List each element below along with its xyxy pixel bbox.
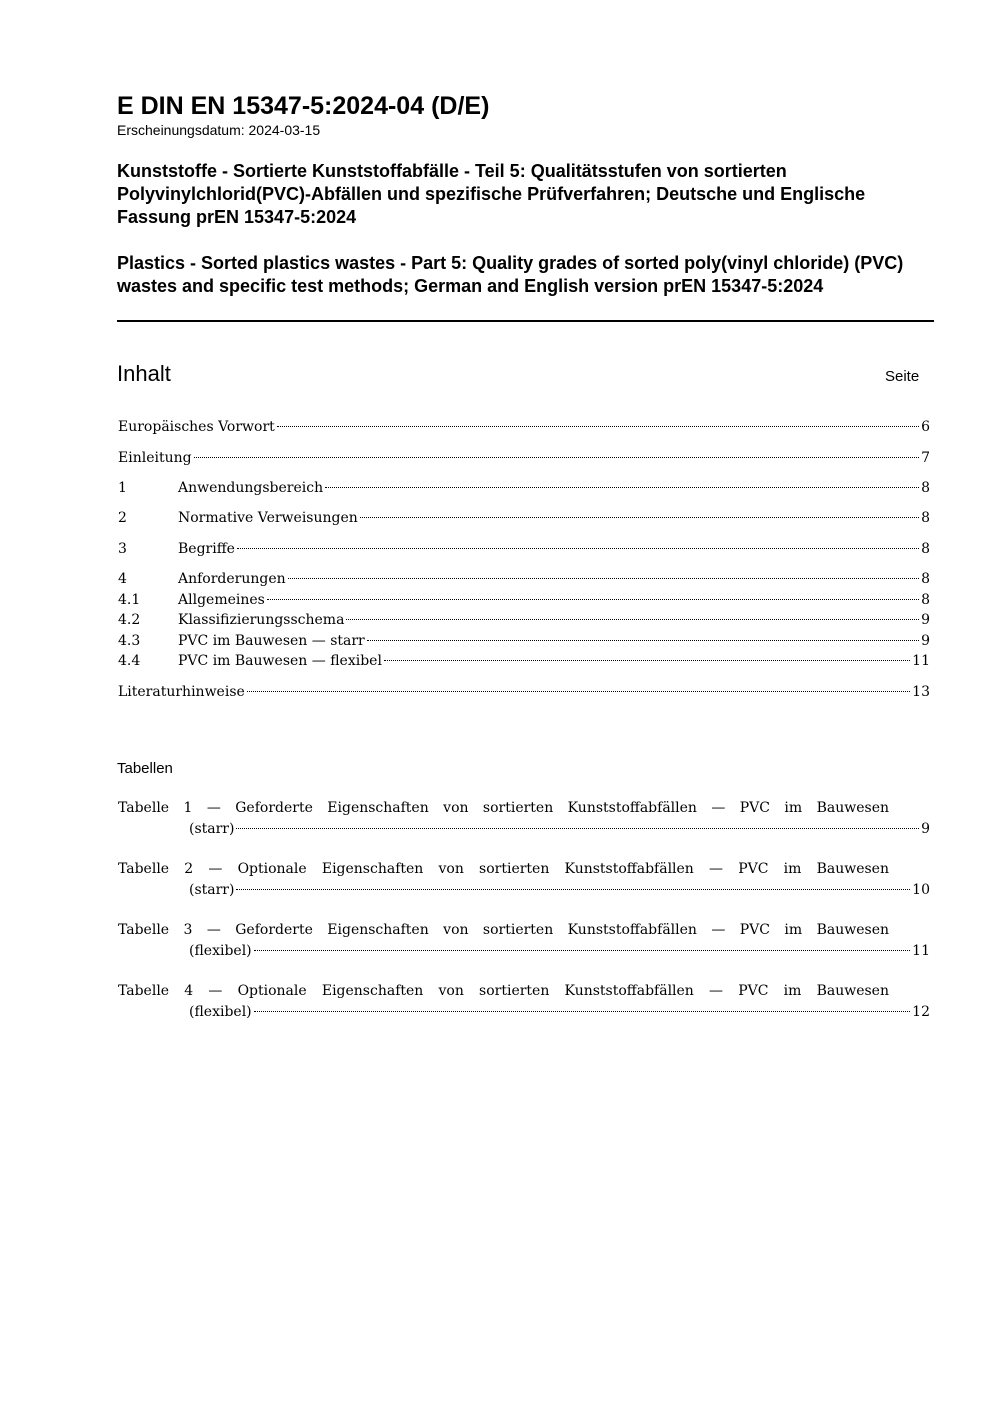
- toc-entry[interactable]: [118, 570, 930, 588]
- toc-number: 4.2: [118, 612, 141, 628]
- toc-page: 8: [921, 592, 930, 608]
- leader-dots: [236, 889, 910, 890]
- toc-entry[interactable]: [118, 652, 930, 670]
- title-english: Plastics - Sorted plastics wastes - Part 5: Quality grades of sorted poly(vinyl chloride) (PVC) wastes and specific test methods; German and English version prEN 15347-5:2024: [117, 253, 904, 296]
- toc-number: 2: [118, 510, 127, 526]
- leader-dots: [254, 950, 911, 951]
- leader-dots: [367, 640, 919, 641]
- toc-label: Europäisches Vorwort: [118, 419, 275, 435]
- toc-number: 1: [118, 480, 127, 496]
- toc-label: Klassifizierungsschema: [178, 612, 345, 628]
- table-caption-cont: (starr): [189, 882, 235, 898]
- leader-dots: [277, 426, 919, 427]
- table-caption: Tabelle 3 — Geforderte Eigenschaften von sortierten Kunststoffabfällen — PVC im Bauwesen: [118, 922, 889, 938]
- toc-entry[interactable]: [118, 418, 930, 436]
- table-caption-cont: (flexibel): [189, 943, 252, 959]
- title-german: Kunststoffe - Sortierte Kunststoffabfälle - Teil 5: Qualitätsstufen von sortierten Polyvinylchlorid(PVC)-Abfällen und spezifische Prüfverfahren; Deutsche und Englische Fassung prEN 15347-5:2024: [117, 161, 866, 227]
- toc-label: Begriffe: [178, 541, 235, 557]
- toc-label: PVC im Bauwesen — starr: [178, 633, 365, 649]
- toc-page: 8: [921, 510, 930, 526]
- leader-dots: [360, 517, 919, 518]
- table-page: 12: [912, 1004, 930, 1020]
- leader-dots: [267, 599, 919, 600]
- toc-label: Literaturhinweise: [118, 684, 245, 700]
- toc-entry[interactable]: [118, 509, 930, 527]
- document-id: E DIN EN 15347-5:2024-04 (D/E): [117, 92, 490, 120]
- table-caption-cont: (flexibel): [189, 1004, 252, 1020]
- leader-dots: [254, 1011, 911, 1012]
- contents-heading: Inhalt: [117, 361, 171, 386]
- table-list-entry[interactable]: [118, 798, 930, 840]
- leader-dots: [288, 578, 919, 579]
- toc-label: PVC im Bauwesen — flexibel: [178, 653, 382, 669]
- toc-label: Anforderungen: [178, 571, 286, 587]
- leader-dots: [384, 660, 910, 661]
- toc-label: Anwendungsbereich: [178, 480, 324, 496]
- tables-heading: Tabellen: [117, 760, 173, 777]
- table-page: 11: [912, 943, 930, 959]
- toc-page: 11: [912, 653, 930, 669]
- toc-entry[interactable]: [118, 683, 930, 701]
- toc-page: 7: [921, 450, 930, 466]
- table-list-entry[interactable]: [118, 981, 930, 1023]
- toc-number: 4.3: [118, 633, 141, 649]
- table-list-entry[interactable]: [118, 920, 930, 962]
- toc-page: 9: [921, 612, 930, 628]
- toc-page: 9: [921, 633, 930, 649]
- table-page: 9: [921, 821, 930, 837]
- table-list-entry[interactable]: [118, 859, 930, 901]
- publication-date: Erscheinungsdatum: 2024-03-15: [117, 122, 321, 138]
- table-page: 10: [912, 882, 930, 898]
- leader-dots: [237, 548, 919, 549]
- table-caption: Tabelle 4 — Optionale Eigenschaften von sortierten Kunststoffabfällen — PVC im Bauwesen: [118, 983, 889, 999]
- toc-entry[interactable]: [118, 449, 930, 467]
- toc-number: 4.1: [118, 592, 141, 608]
- toc-page: 8: [921, 571, 930, 587]
- toc-entry[interactable]: [118, 479, 930, 497]
- toc-entry[interactable]: [118, 632, 930, 650]
- toc-label: Einleitung: [118, 450, 192, 466]
- toc-entry[interactable]: [118, 591, 930, 609]
- leader-dots: [346, 619, 919, 620]
- toc-label: Allgemeines: [178, 592, 265, 608]
- leader-dots: [247, 691, 910, 692]
- toc-number: 4: [118, 571, 127, 587]
- toc-page: 8: [921, 541, 930, 557]
- toc-entry[interactable]: [118, 611, 930, 629]
- toc-number: 3: [118, 541, 127, 557]
- leader-dots: [325, 487, 919, 488]
- toc-label: Normative Verweisungen: [178, 510, 358, 526]
- toc-number: 4.4: [118, 653, 141, 669]
- toc-entry[interactable]: [118, 540, 930, 558]
- leader-dots: [236, 828, 919, 829]
- toc-page: 6: [921, 419, 930, 435]
- page-column-label: Seite: [885, 368, 920, 385]
- table-caption-cont: (starr): [189, 821, 235, 837]
- toc-page: 8: [921, 480, 930, 496]
- leader-dots: [194, 457, 920, 458]
- table-caption: Tabelle 2 — Optionale Eigenschaften von sortierten Kunststoffabfällen — PVC im Bauwesen: [118, 861, 889, 877]
- toc-page: 13: [912, 684, 930, 700]
- table-caption: Tabelle 1 — Geforderte Eigenschaften von sortierten Kunststoffabfällen — PVC im Bauwesen: [118, 800, 889, 816]
- title-divider: [117, 320, 934, 322]
